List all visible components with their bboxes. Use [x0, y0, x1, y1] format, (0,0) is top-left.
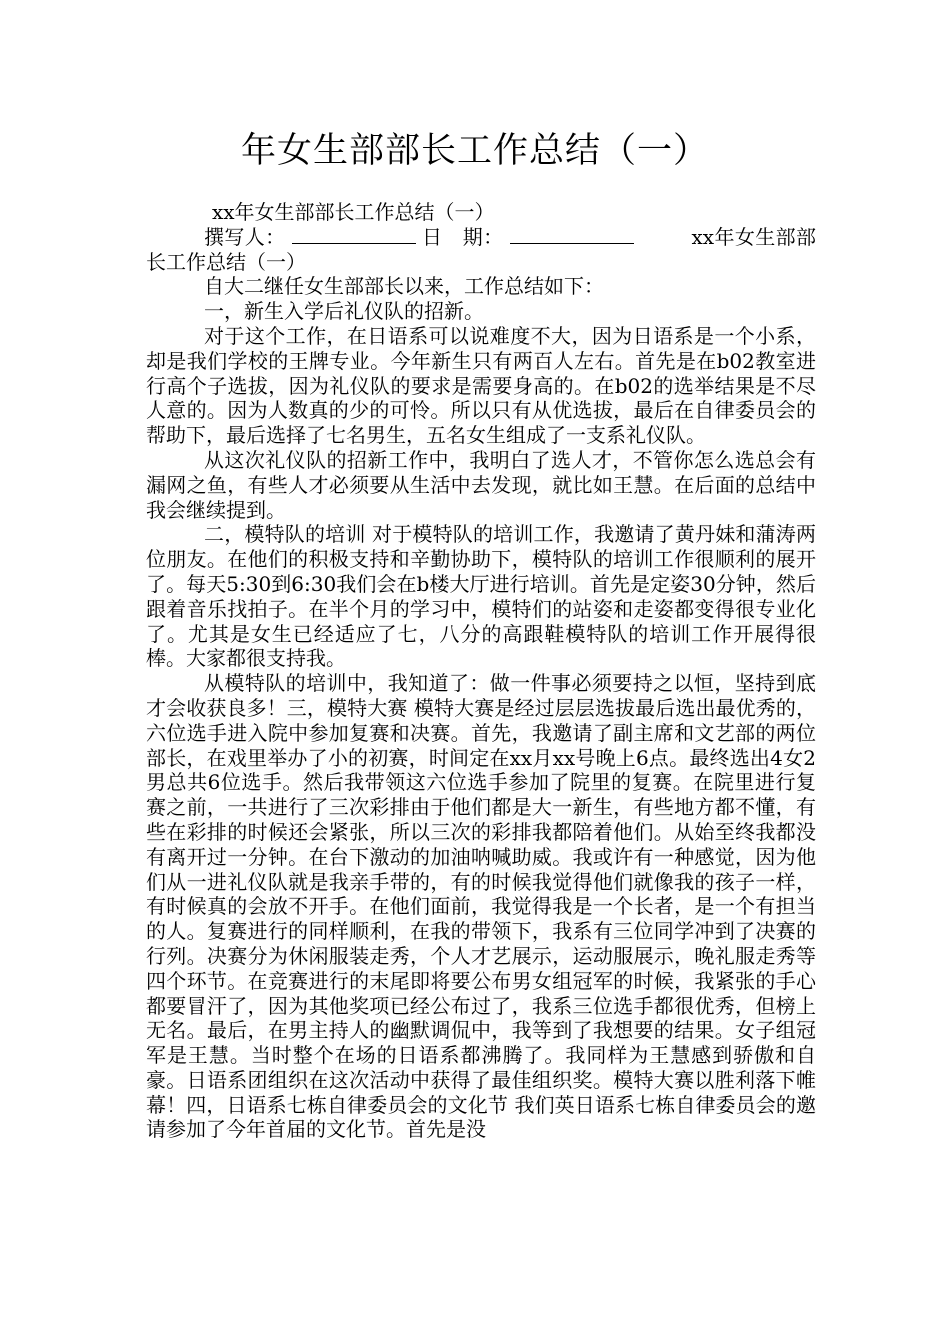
paragraph: 自大二继任女生部部长以来，工作总结如下：	[204, 274, 604, 299]
paragraph: 从这次礼仪队的招新工作中，我明白了选人才，不管你怎么选总会有漏网之鱼，有些人才必须要从生活中去发现，就比如王慧。在后面的总结中我会继续提到。	[146, 447, 816, 522]
paragraph: 一，新生入学后礼仪队的招新。	[204, 299, 484, 324]
author-label: 撰写人：	[204, 224, 286, 249]
header-tail: xx年女生部部长工作总结（一）	[146, 224, 817, 274]
paragraph: 二，模特队的培训 对于模特队的培训工作，我邀请了黄丹妹和蒲涛两位朋友。在他们的积极支持和辛勤协助下，模特队的培训工作很顺利的展开了。每天5:30到6:30我们会在b楼大厅进行培训。首先是定姿30分钟，然后跟着音乐找拍子。在半个月的学习中，模特们的站姿和走姿都变得很专业化了。尤其是女生已经适应了七，八分的高跟鞋模特队的培训工作开展得很棒。大家都很支持我。	[146, 522, 816, 671]
paragraph: 对于这个工作，在日语系可以说难度不大，因为日语系是一个小系，却是我们学校的王牌专业。今年新生只有两百人左右。首先是在b02教室进行高个子选拔，因为礼仪队的要求是需要身高的。在b02的选举结果是不尽人意的。因为人数真的少的可怜。所以只有从优选拔，最后在自律委员会的帮助下，最后选择了七名男生，五名女生组成了一支系礼仪队。	[146, 323, 816, 448]
date-blank	[510, 225, 634, 244]
paragraph: 从模特队的培训中，我知道了：做一件事必须要持之以恒，坚持到底才会收获良多！三，模特大赛 模特大赛是经过层层选拔最后选出最优秀的，六位选手进入院中参加复赛和决赛。首先，我邀请了副主席和文艺部的两位部长，在戏里举办了小的初赛，时间定在xx月xx号晚上6点。最终选出4女2男总共6位选手。然后我带领这六位选手参加了院里的复赛。在院里进行复赛之前，一共进行了三次彩排由于他们都是大一新生，有些地方都不懂，有些在彩排的时候还会紧张，所以三次的彩排我都陪着他们。从始至终我都没有离开过一分钟。在台下激动的加油呐喊助威。我或许有一种感觉，因为他们从一进礼仪队就是我亲手带的，有的时候我觉得他们就像我的孩子一样，有时候真的会放不开手。在他们面前，我觉得我是一个长者，是一个有担当的人。复赛进行的同样顺利，在我的带领下，我系有三位同学冲到了决赛的行列。决赛分为休闲服装走秀，个人才艺展示，运动服展示，晚礼服走秀等四个环节。在竞赛进行的末尾即将要公布男女组冠军的时候，我紧张的手心都要冒汗了，因为其他奖项已经公布过了，我系三位选手都很优秀，但榜上无名。最后，在男主持人的幽默调侃中，我等到了我想要的结果。女子组冠军是王慧。当时整个在场的日语系都沸腾了。我同样为王慧感到骄傲和自豪。日语系团组织在这次活动中获得了最佳组织奖。模特大赛以胜利落下帷幕！四，日语系七栋自律委员会的文化节 我们英日语系七栋自律委员会的邀请参加了今年首届的文化节。首先是没	[146, 671, 816, 1142]
document-subtitle: xx年女生部部长工作总结（一）	[212, 200, 495, 224]
document-title: 年女生部部长工作总结（一）	[240, 131, 709, 171]
author-blank	[292, 225, 416, 244]
date-label: 日 期：	[421, 224, 504, 249]
document-body	[146, 200, 816, 1142]
meta-line	[146, 225, 816, 275]
